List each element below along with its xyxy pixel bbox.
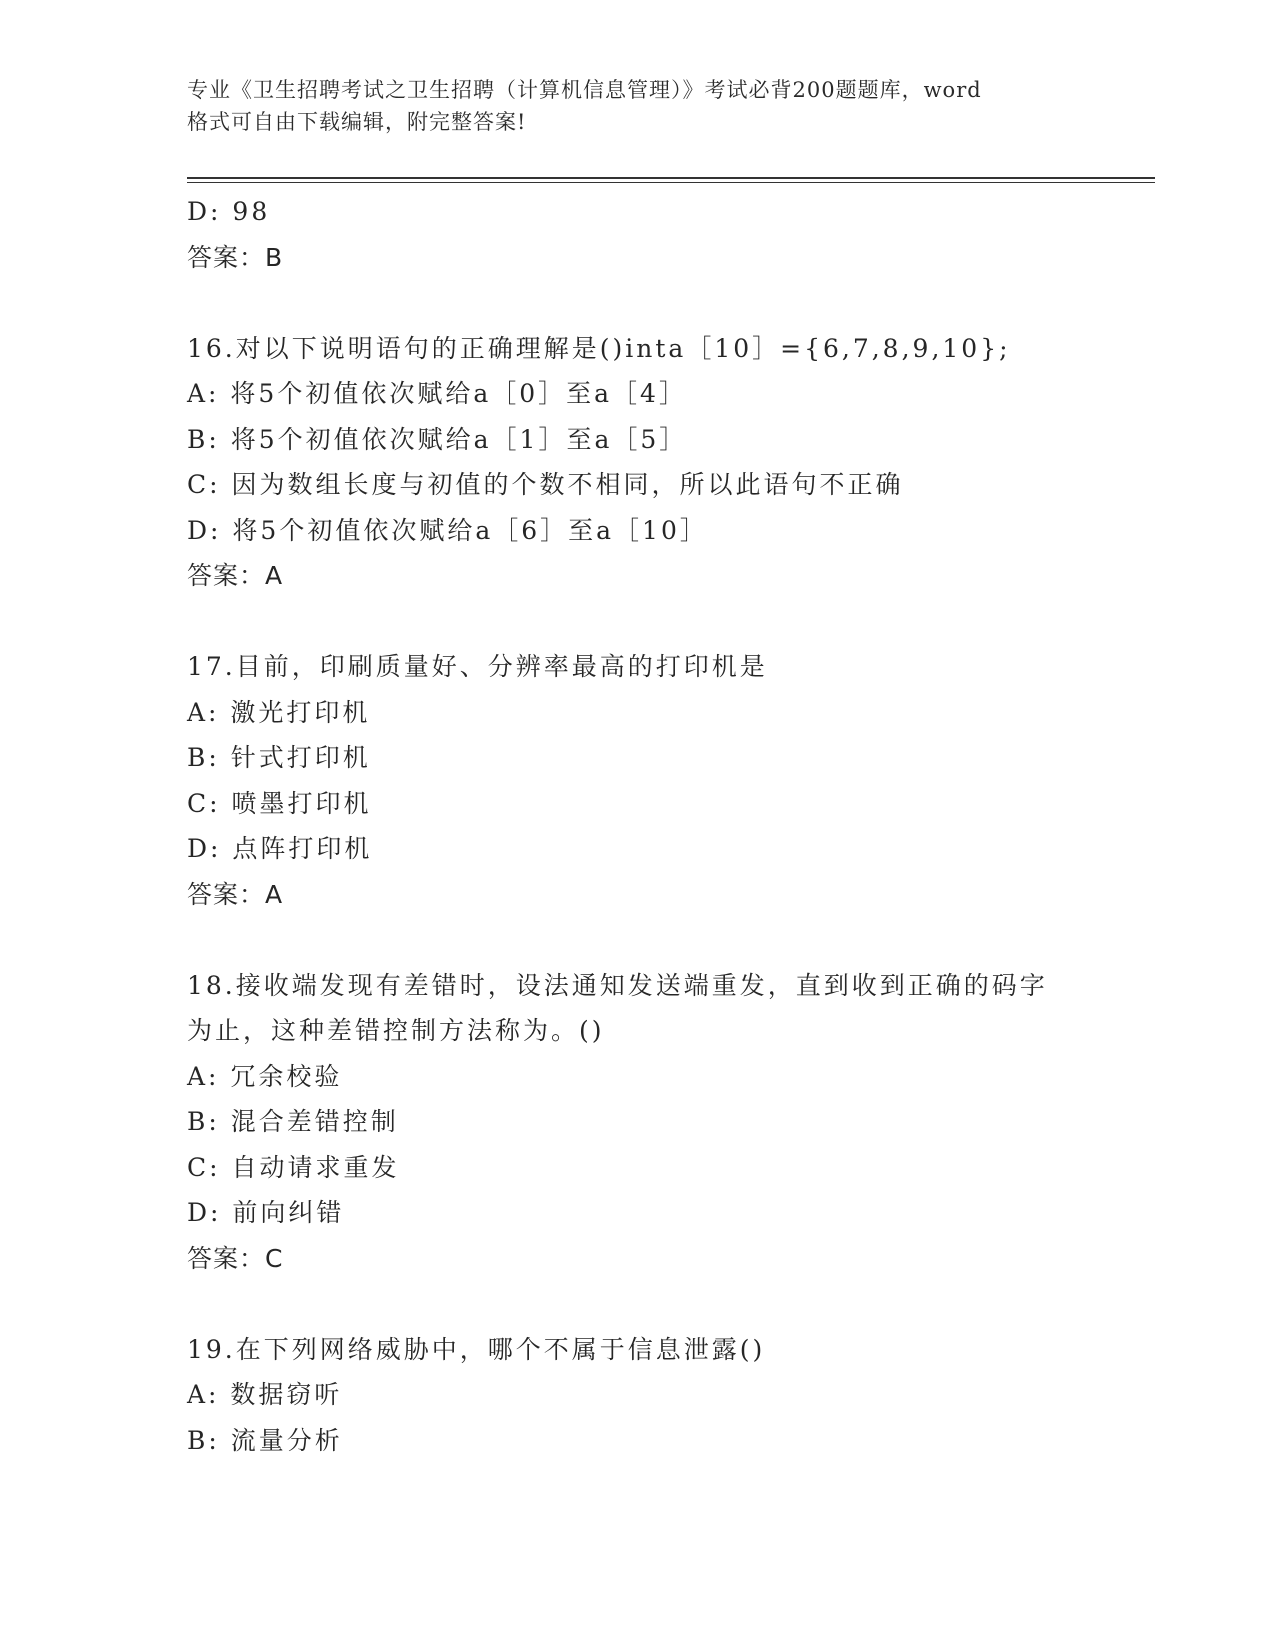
- option-d: D: 将5个初值依次赋给a［6］至a［10］: [187, 515, 708, 545]
- option-a: A: 激光打印机: [187, 697, 371, 727]
- option-d: D: 点阵打印机: [187, 834, 373, 863]
- header-line-2: 格式可自由下载编辑，附完整答案!: [187, 110, 527, 134]
- option-d: D: 98: [187, 197, 271, 226]
- header-divider-thick: [187, 177, 1155, 179]
- spacer: [187, 917, 1147, 963]
- question-block: [187, 326, 1147, 599]
- option-a: A: 将5个初值依次赋给a［0］至a［4］: [187, 379, 687, 408]
- option-d: D: 前向纠错: [187, 1198, 345, 1227]
- answer-line: 答案：A: [187, 879, 284, 909]
- option-b: B: 混合差错控制: [187, 1107, 399, 1136]
- option-a: A: 数据窃听: [187, 1380, 343, 1409]
- answer-line: 答案：C: [187, 1243, 284, 1273]
- question-list: [187, 189, 1147, 1463]
- option-b: B: 针式打印机: [187, 743, 371, 772]
- spacer: [187, 1281, 1147, 1327]
- header-line-1: 专业《卫生招聘考试之卫生招聘（计算机信息管理）》考试必背200题题库，word: [187, 78, 982, 102]
- option-c: C: 自动请求重发: [187, 1152, 400, 1182]
- option-a: A: 冗余校验: [187, 1061, 343, 1091]
- question-stem: 18.接收端发现有差错时，设法通知发送端重发，直到收到正确的码字: [187, 970, 1048, 1000]
- answer-line: 答案：B: [187, 242, 284, 272]
- question-block: [187, 1327, 1147, 1464]
- option-b: B: 将5个初值依次赋给a［1］至a［5］: [187, 424, 688, 454]
- page-header: [187, 74, 1087, 138]
- question-block: [187, 644, 1147, 917]
- question-stem: 17.目前，印刷质量好、分辨率最高的打印机是: [187, 652, 768, 681]
- spacer: [187, 280, 1147, 326]
- option-c: C: 因为数组长度与初值的个数不相同，所以此语句不正确: [187, 470, 904, 499]
- question-block: [187, 963, 1147, 1282]
- question-stem-continued: 为止，这种差错控制方法称为。(): [187, 1016, 605, 1045]
- spacer: [187, 599, 1147, 645]
- question-stem: 19.在下列网络威胁中，哪个不属于信息泄露(): [187, 1334, 766, 1364]
- answer-line: 答案：A: [187, 561, 284, 590]
- header-divider-thin: [187, 182, 1155, 183]
- question-stem: 16.对以下说明语句的正确理解是()inta［10］={6,7,8,9,10};: [187, 333, 1011, 363]
- option-b: B: 流量分析: [187, 1425, 343, 1455]
- option-c: C: 喷墨打印机: [187, 788, 372, 818]
